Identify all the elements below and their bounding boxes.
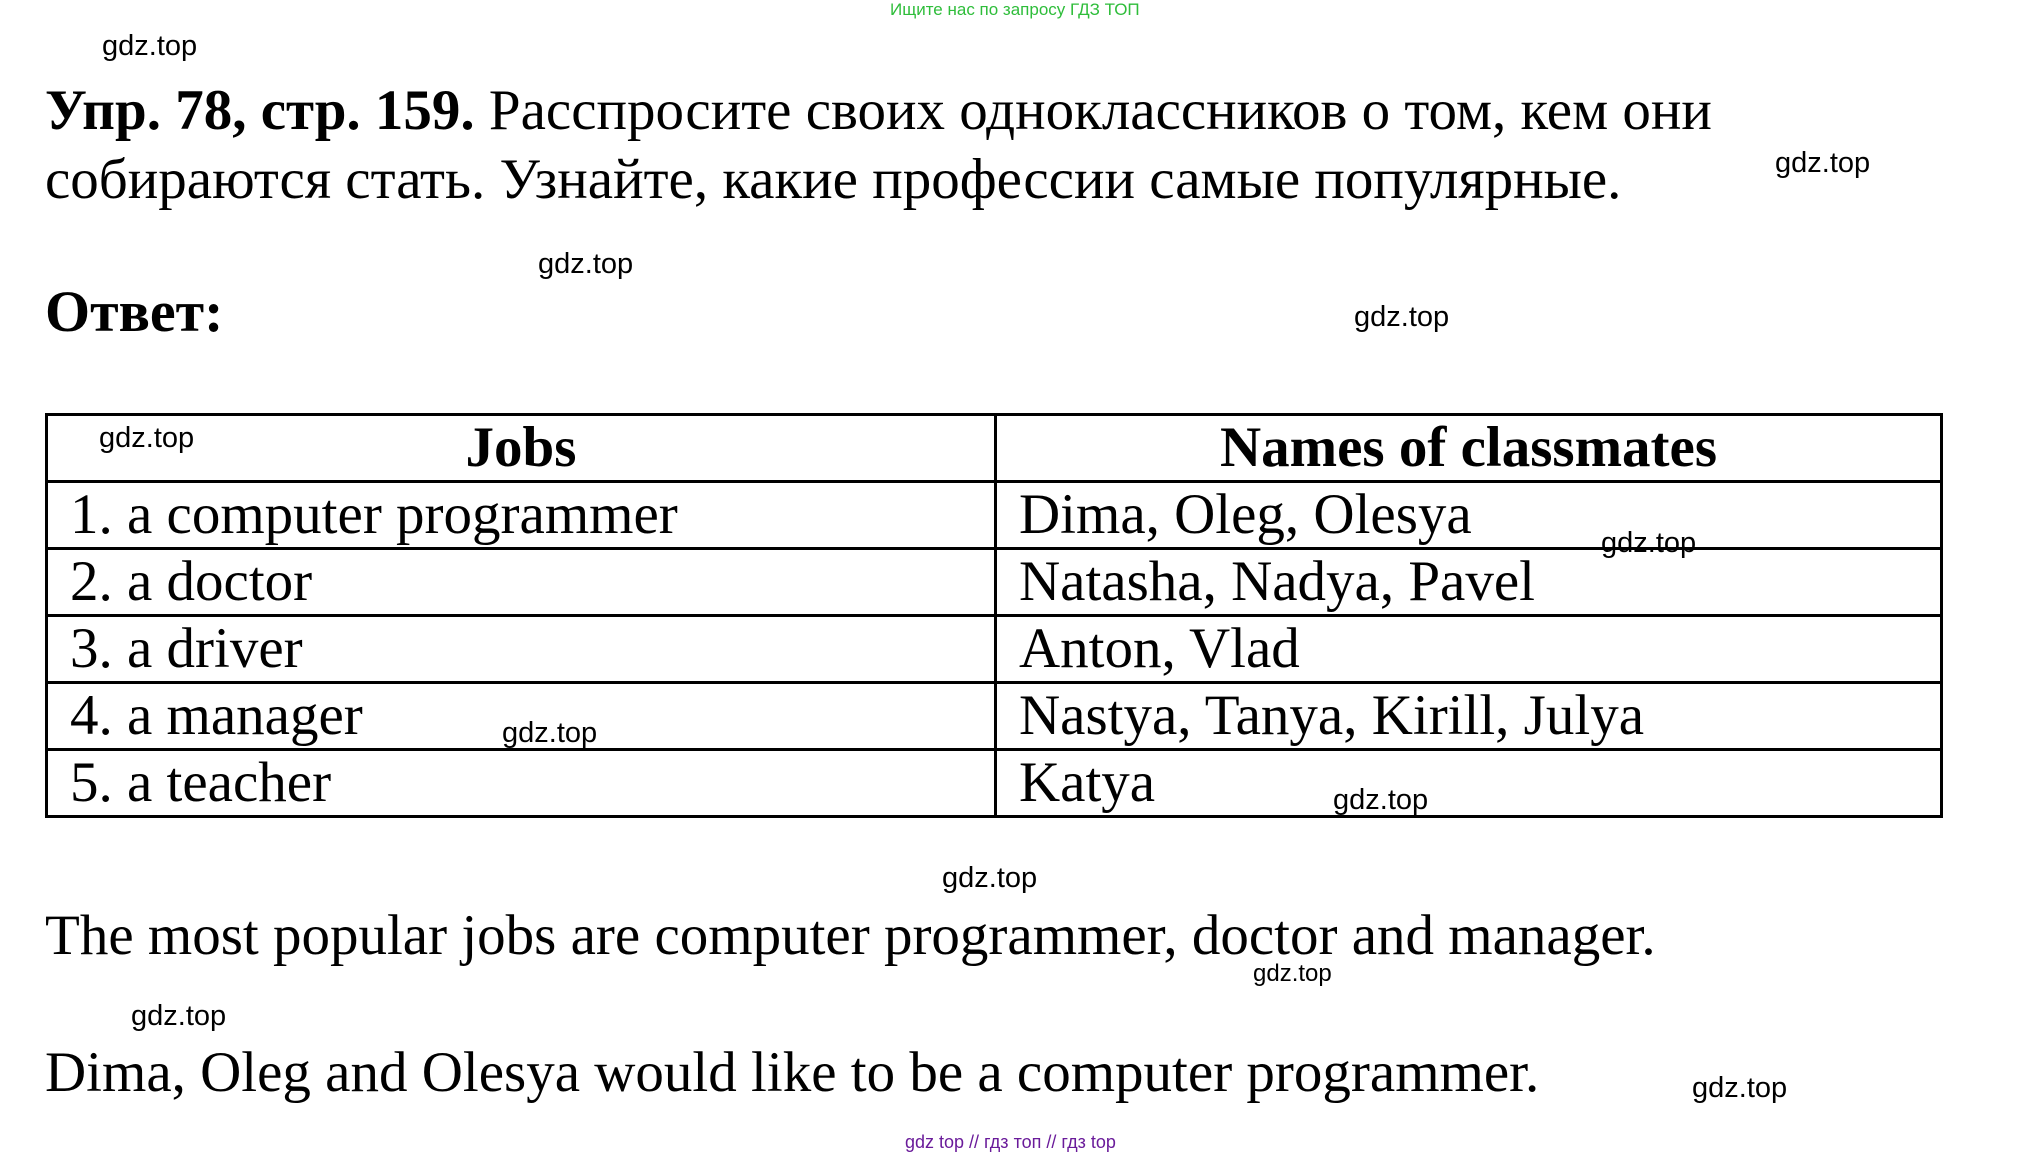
watermark: gdz.top <box>538 248 634 280</box>
top-banner: Ищите нас по запросу ГДЗ ТОП <box>890 0 1140 19</box>
task-text-2: собираются стать. Узнайте, какие профессии самые популярные. <box>45 148 1622 211</box>
names-cell: Katya <box>996 750 1942 817</box>
watermark: gdz.top <box>1354 301 1450 333</box>
task-text-1: Расспросите своих одноклассников о том, кем они <box>488 79 1712 142</box>
footer-text: gdz top // гдз топ // гдз top <box>905 1132 1116 1152</box>
watermark: gdz.top <box>99 422 195 454</box>
job-cell: 4. a manager <box>47 683 996 750</box>
watermark: gdz.top <box>502 717 598 749</box>
watermark: gdz.top <box>1253 960 1332 987</box>
answer-label: Ответ: <box>45 279 224 344</box>
task-line-1 <box>45 76 1712 145</box>
watermark: gdz.top <box>942 862 1038 894</box>
table-header-row <box>47 415 1942 482</box>
header-jobs: Jobs <box>47 415 996 482</box>
watermark: gdz.top <box>102 30 198 62</box>
job-cell: 1. a computer programmer <box>47 482 996 549</box>
watermark: gdz.top <box>1601 527 1697 559</box>
task-label: Упр. 78, стр. 159. <box>45 79 475 142</box>
watermark: gdz.top <box>1692 1072 1788 1104</box>
job-cell: 5. a teacher <box>47 750 996 817</box>
jobs-table <box>45 413 1943 818</box>
names-cell: Natasha, Nadya, Pavel <box>996 549 1942 616</box>
watermark: gdz.top <box>1775 147 1871 179</box>
job-cell: 2. a doctor <box>47 549 996 616</box>
watermark: gdz.top <box>131 1000 227 1032</box>
names-cell: Dima, Oleg, Olesya <box>996 482 1942 549</box>
watermark: gdz.top <box>1333 784 1429 816</box>
sentence-2: Dima, Oleg and Olesya would like to be a computer programmer. <box>45 1041 1540 1104</box>
header-names: Names of classmates <box>996 415 1942 482</box>
job-cell: 3. a driver <box>47 616 996 683</box>
names-cell: Anton, Vlad <box>996 616 1942 683</box>
table-row <box>47 616 1942 683</box>
table-row <box>47 750 1942 817</box>
sentence-1: The most popular jobs are computer programmer, doctor and manager. <box>45 904 1656 967</box>
names-cell: Nastya, Tanya, Kirill, Julya <box>996 683 1942 750</box>
table-row <box>47 683 1942 750</box>
